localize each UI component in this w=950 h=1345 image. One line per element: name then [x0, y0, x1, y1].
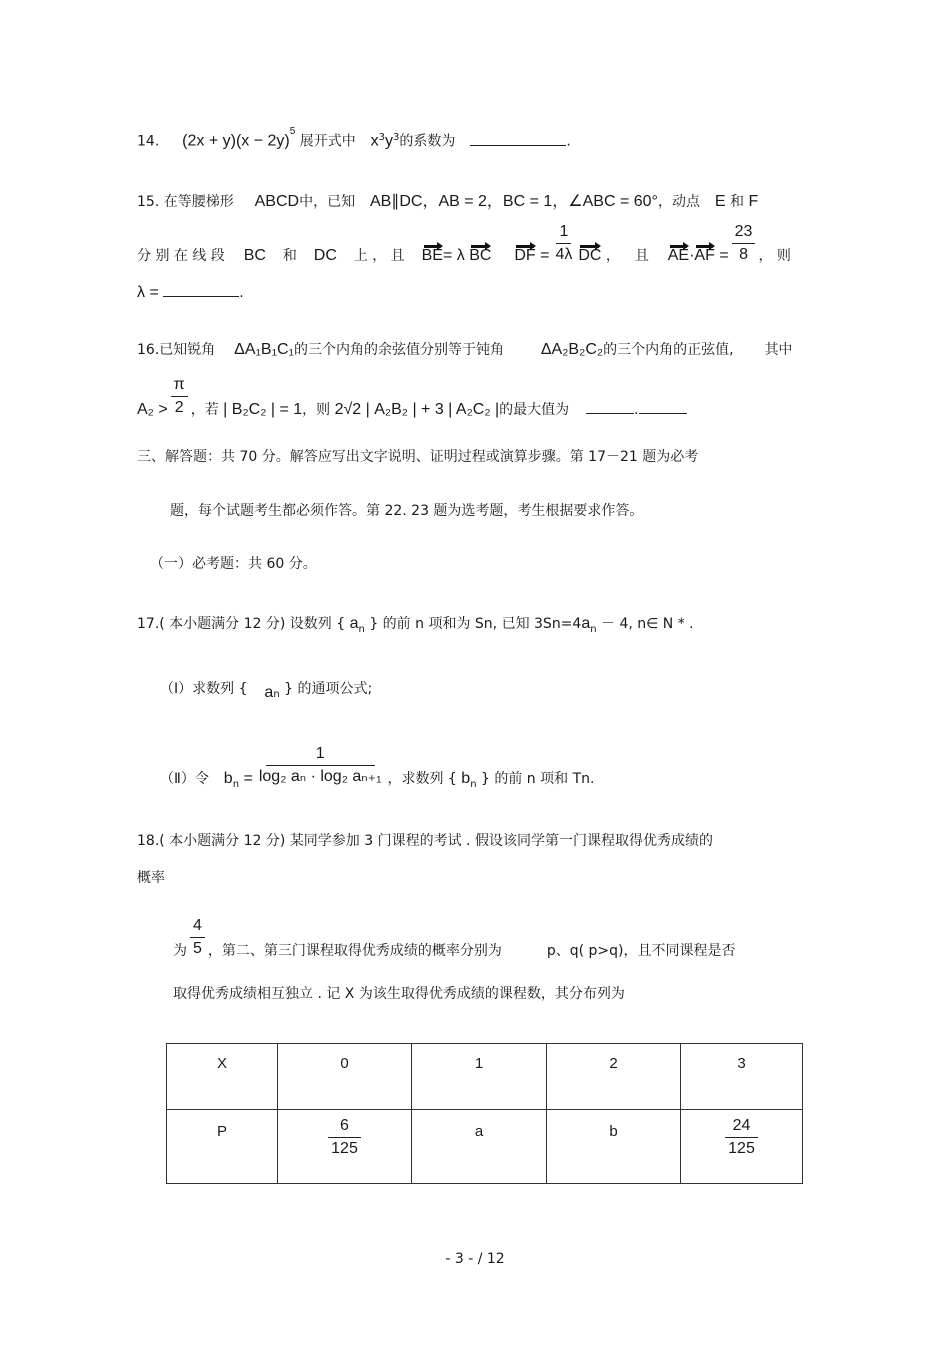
answer-blank[interactable] [470, 144, 566, 146]
denominator: 4λ [555, 245, 573, 263]
question-number: 14. [137, 133, 160, 150]
subscript: n [358, 623, 365, 635]
question-text: （Ⅱ）令 [160, 771, 209, 788]
section-heading: 三、解答题：共 70 分。解答应写出文字说明、证明过程或演算步骤。第 17－21 题为必考 [137, 449, 699, 465]
question-text: ，若 [190, 402, 219, 419]
question-text: } 的前 n 项和 Tn. [480, 771, 595, 788]
exponent: 5 [289, 126, 296, 137]
math-expression: 2√2 | A₂B₂ | + 3 | A₂C₂ | [334, 401, 500, 419]
table-cell [278, 1110, 412, 1184]
question-text: 17.( 本小题满分 12 分) 设数列 { [137, 616, 346, 632]
section-note: 题，每个试题考生都必须作答。第 22. 23 题为选考题，考生根据要求作答。 [170, 503, 644, 519]
punctuation: . [239, 285, 244, 301]
vector-ae: AE [667, 247, 690, 265]
denominator: 2 [174, 398, 184, 416]
numerator: 1 [266, 745, 375, 766]
numerator: 4 [190, 917, 205, 938]
question-text: 展开式中 [299, 133, 356, 150]
punctuation: ， [605, 248, 620, 265]
exponent-y: 3 [393, 132, 400, 143]
math-expression: BC [243, 247, 266, 265]
answer-blank[interactable] [639, 412, 687, 414]
question-text: 中，已知 [299, 194, 356, 210]
math-expression: AB∥DC，AB = 2，BC = 1，∠ABC = 60° [369, 193, 658, 210]
page-number: - 3 - / 12 [445, 1251, 505, 1267]
vector-bc: BC [469, 247, 492, 265]
sequence-an: a [581, 615, 591, 632]
point-label: F [748, 193, 759, 210]
question-15-line-2 [137, 223, 791, 263]
punctuation: . [634, 402, 639, 419]
math-expression: = λ [442, 247, 465, 265]
numerator: π [171, 376, 188, 397]
table-cell: P [167, 1110, 278, 1184]
question-text: 的最大值为 [499, 402, 570, 419]
sequence-bn: b [461, 770, 471, 788]
vector-dc: DC [578, 247, 602, 265]
question-text: 和 [282, 248, 297, 265]
sequence-an: a [349, 615, 359, 632]
equals-sign: = [719, 247, 729, 265]
math-expression: A₂ > [137, 401, 168, 419]
vector-be: BE [421, 247, 443, 265]
question-text: 的三个内角的余弦值分别等于钝角 [293, 342, 504, 358]
distribution-table [166, 1043, 803, 1184]
subscript: n [273, 688, 280, 700]
fraction [190, 917, 205, 957]
binomial-expression: (2x + y)(x − 2y) [182, 132, 290, 150]
fraction [732, 223, 756, 263]
question-text: ，求数列 { [387, 771, 457, 788]
table-cell [681, 1110, 803, 1184]
triangle-label: ΔA₁B₁C₁ [234, 341, 294, 358]
question-text: ，动点 [657, 194, 700, 210]
numerator: 6 [328, 1117, 361, 1138]
question-text: 其中 [764, 342, 793, 358]
question-text: ，第二、第三门课程取得优秀成绩的概率分别为 [207, 943, 502, 960]
question-text: 在等腰梯形 [163, 194, 234, 210]
lambda-label: λ = [137, 284, 159, 301]
subsection-heading: （一）必考题：共 60 分。 [150, 556, 317, 572]
question-text: 已知锐角 [159, 342, 216, 358]
question-14 [137, 126, 571, 150]
question-text: 和 [729, 194, 744, 210]
question-16-line-2 [137, 376, 687, 419]
numerator: 1 [556, 223, 571, 244]
fraction [725, 1117, 759, 1157]
denominator: log₂ aₙ · log₂ aₙ₊₁ [258, 767, 382, 785]
question-text: ，则 [302, 402, 331, 419]
answer-blank[interactable] [163, 295, 239, 297]
subscript: n [470, 778, 477, 790]
question-text: 为 [173, 943, 187, 960]
equals-sign: = [243, 770, 253, 788]
denominator: 125 [728, 1139, 755, 1157]
table-cell: X [167, 1044, 278, 1110]
answer-blank[interactable] [586, 412, 634, 414]
math-expression: ABCD [254, 193, 300, 210]
fraction [328, 1117, 361, 1157]
triangle-label: ΔA₂B₂C₂ [540, 341, 604, 358]
table-cell: 3 [681, 1044, 803, 1110]
question-18-line-4: 取得优秀成绩相互独立 . 记 X 为该生取得优秀成绩的课程数，其分布列为 [173, 986, 625, 1002]
term-y: y [385, 132, 394, 150]
fraction [256, 745, 385, 785]
table-cell: 2 [547, 1044, 681, 1110]
denominator: 5 [193, 939, 202, 957]
question-text: 的系数为 [399, 133, 456, 150]
question-number: 16. [137, 342, 160, 358]
question-text: （Ⅰ）求数列 { [160, 681, 248, 697]
question-text: p、q( p>q)，且不同课程是否 [546, 943, 736, 960]
question-17-part-2 [160, 745, 595, 790]
question-text: － 4, n∈ N * . [601, 616, 694, 632]
question-text: } 的前 n 项和为 Sn, 已知 3Sn=4 [369, 616, 582, 632]
exponent-x: 3 [378, 132, 386, 143]
numerator: 23 [732, 223, 756, 244]
question-text: 上 ， 且 [353, 248, 405, 265]
table-cell: 0 [278, 1044, 412, 1110]
subscript: n [232, 778, 240, 790]
vector-af: AF [694, 247, 715, 265]
question-text: 的三个内角的正弦值, [603, 342, 734, 358]
sequence-an: a [264, 684, 274, 701]
punctuation: . [566, 133, 571, 150]
question-18: 18.( 本小题满分 12 分) 某同学参加 3 门课程的考试 . 假设该同学第一门课程取得优秀成绩的 [137, 833, 713, 849]
subscript: n [590, 623, 597, 635]
math-expression: | B₂C₂ | = 1 [223, 401, 303, 419]
question-17 [137, 616, 694, 635]
question-15 [137, 194, 758, 210]
question-17-part-1 [160, 681, 372, 700]
question-15-answer-line [137, 285, 244, 301]
vector-df: DF [514, 247, 536, 265]
numerator: 24 [725, 1117, 759, 1138]
question-18-line-2: 概率 [137, 870, 165, 886]
math-expression: DC [313, 247, 337, 265]
fraction [171, 376, 188, 416]
dot-product: · [689, 247, 695, 265]
question-number: 15. [137, 194, 160, 210]
table-row [167, 1110, 803, 1184]
table-cell: a [412, 1110, 547, 1184]
point-label: E [714, 193, 726, 210]
question-text: 分 别 在 线 段 [137, 248, 225, 265]
denominator: 125 [331, 1139, 358, 1157]
question-text: ， 则 [758, 248, 791, 265]
sequence-bn: b [223, 770, 233, 788]
question-text: 且 [634, 248, 649, 265]
table-cell: 1 [412, 1044, 547, 1110]
question-16 [137, 342, 792, 358]
term-x: x [370, 132, 379, 150]
question-text: } 的通项公式; [284, 681, 373, 697]
equals-sign: = [540, 247, 550, 265]
table-cell: b [547, 1110, 681, 1184]
question-18-line-3 [173, 917, 736, 960]
denominator: 8 [739, 245, 748, 263]
table-row [167, 1044, 803, 1110]
fraction [552, 223, 575, 263]
